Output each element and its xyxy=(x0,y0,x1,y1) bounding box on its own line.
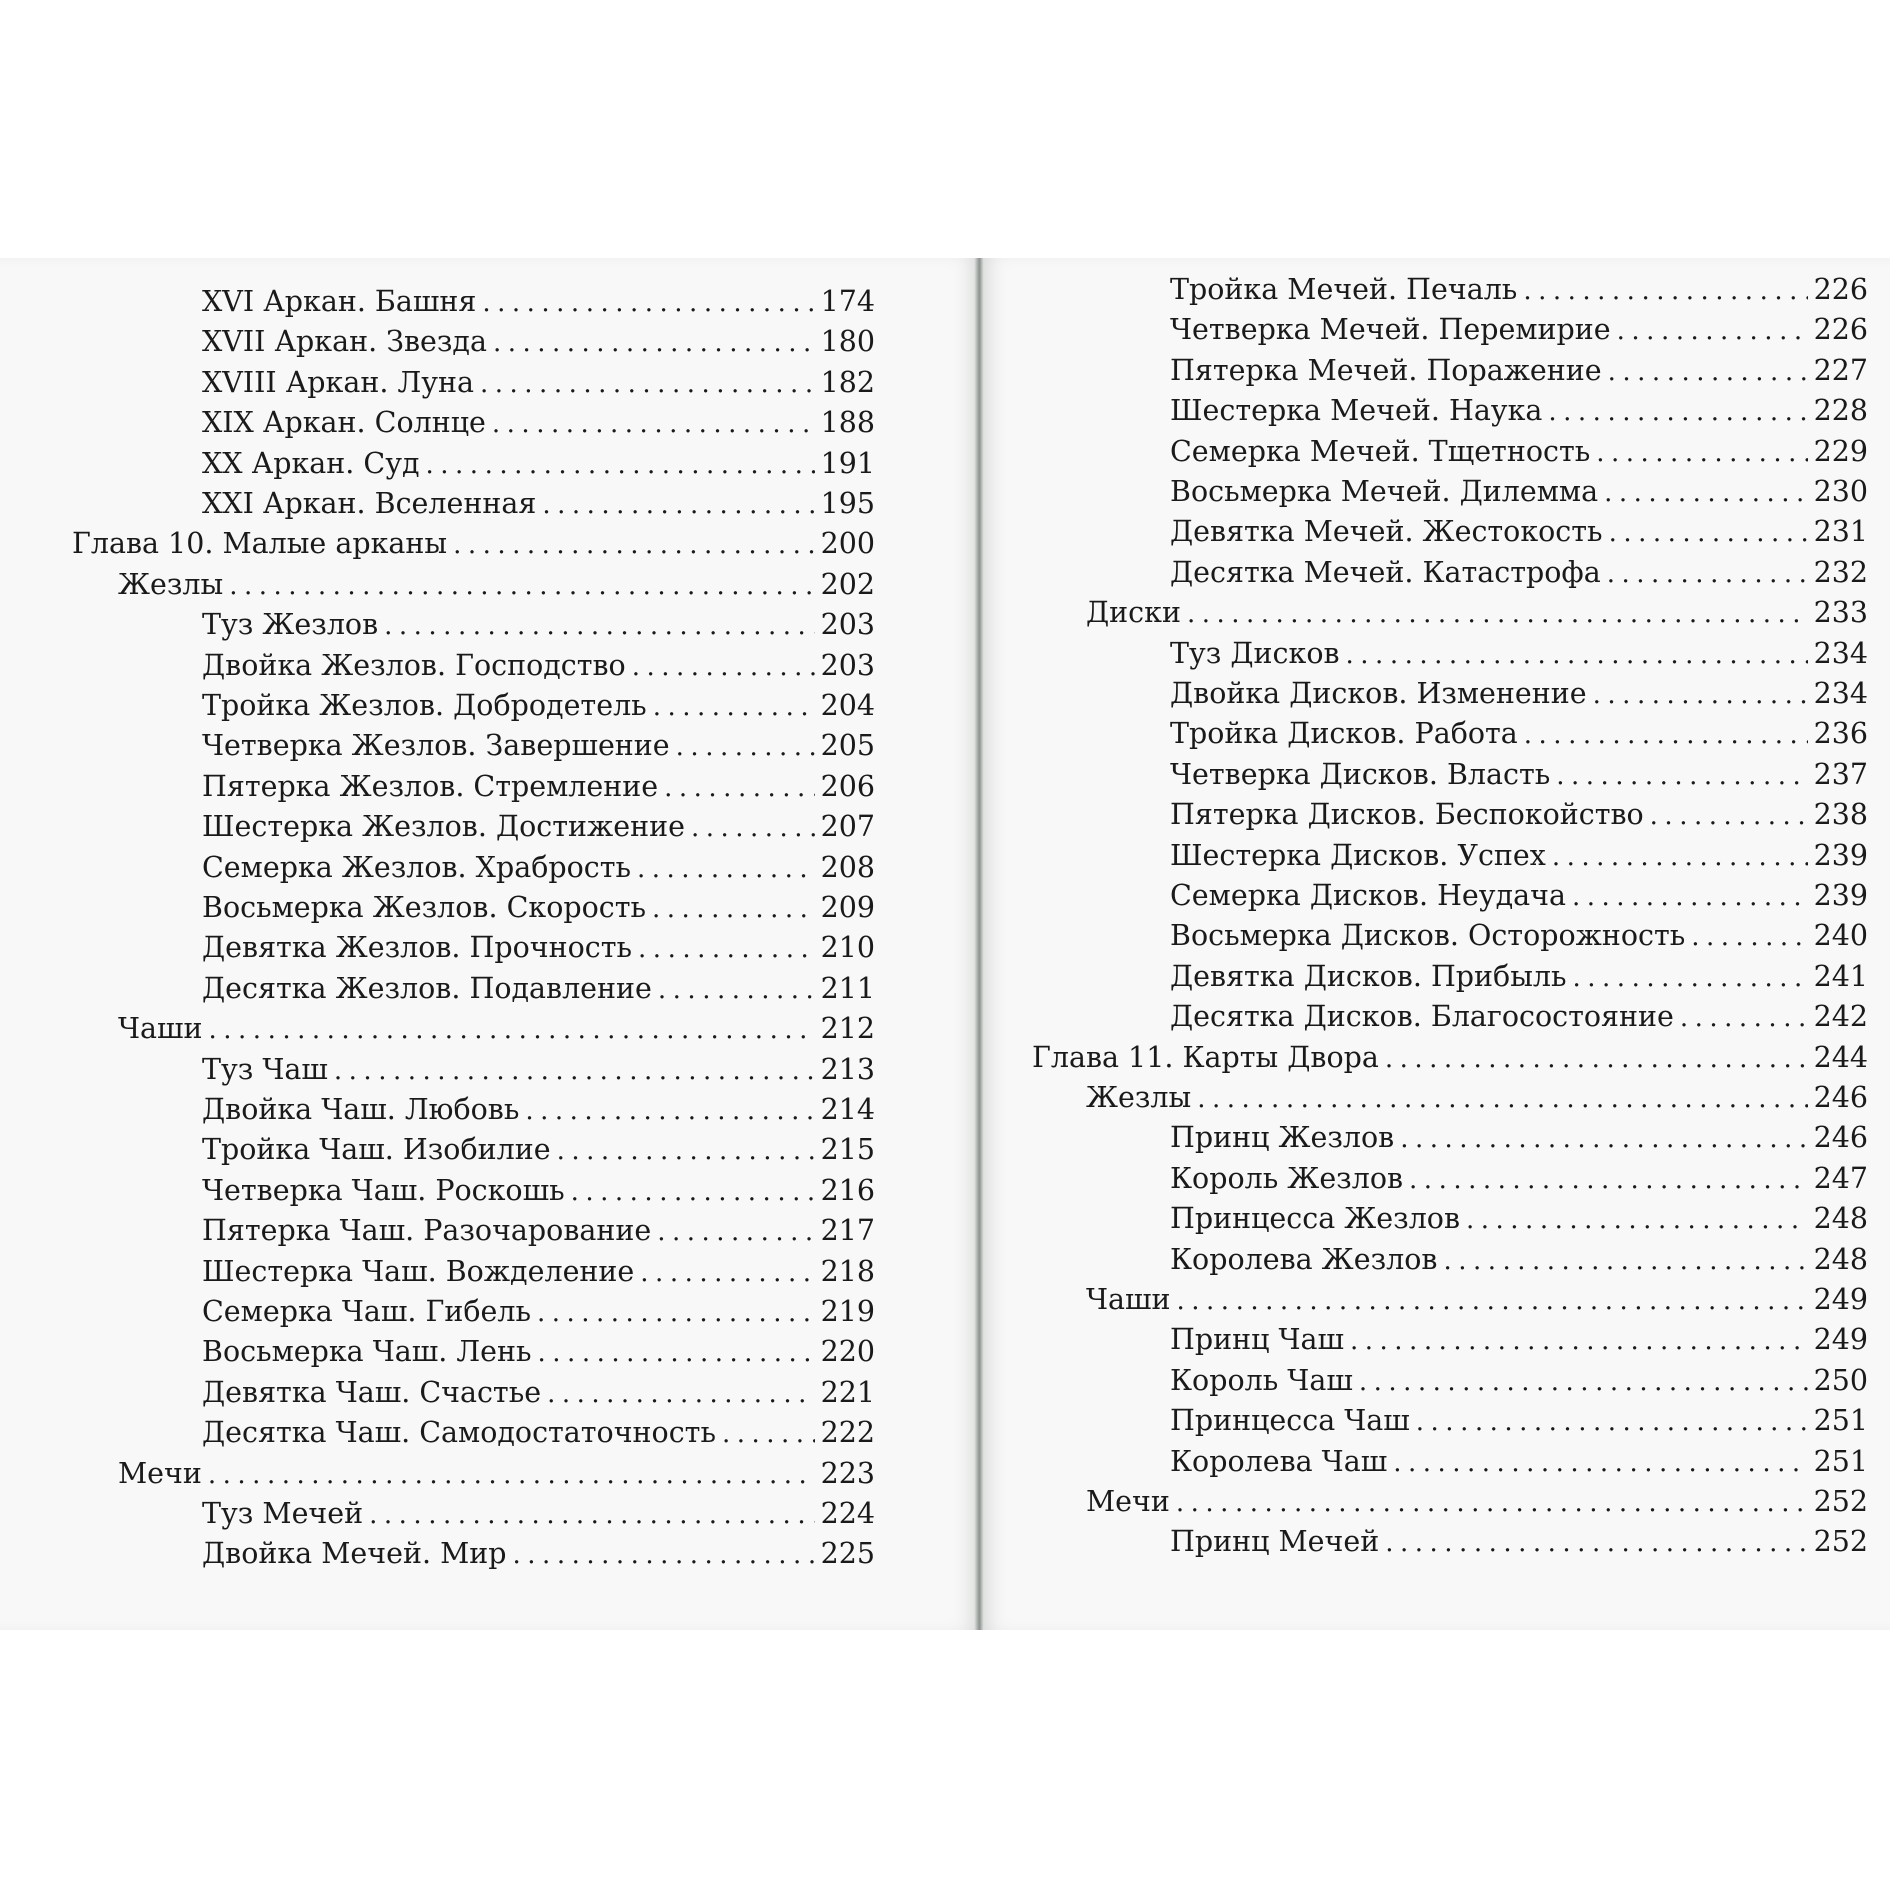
toc-entry-title: Семерка Чаш. Гибель xyxy=(202,1295,531,1328)
dot-leader xyxy=(480,364,815,404)
dot-leader xyxy=(513,1535,815,1575)
toc-entry xyxy=(202,848,875,889)
toc-entry-page: 188 xyxy=(820,406,875,440)
dot-leader xyxy=(1197,1079,1807,1119)
toc-entry-title: Мечи xyxy=(118,1456,202,1490)
toc-entry-page: 251 xyxy=(1813,1444,1868,1478)
toc-entry-page: 236 xyxy=(1813,717,1868,751)
toc-entry-title: Королева Чаш xyxy=(1170,1444,1388,1478)
toc-entry xyxy=(1170,1442,1868,1483)
toc-entry-page: 246 xyxy=(1813,1121,1868,1155)
toc-entry-page: 225 xyxy=(820,1537,875,1571)
toc-entry-title: XXI Аркан. Вселенная xyxy=(202,487,537,520)
toc-entry-page: 200 xyxy=(820,527,875,561)
toc-entry xyxy=(1170,795,1868,836)
toc-entry xyxy=(202,807,875,848)
toc-entry xyxy=(202,1292,875,1333)
toc-entry-page: 219 xyxy=(820,1295,875,1328)
dot-leader xyxy=(1385,1039,1808,1079)
toc-entry xyxy=(1170,634,1868,675)
toc-entry-title: Королева Жезлов xyxy=(1170,1242,1438,1276)
toc-entry xyxy=(202,363,875,404)
toc-entry-page: 233 xyxy=(1813,596,1868,630)
toc-entry xyxy=(202,1373,875,1414)
toc-entry-title: XVII Аркан. Звезда xyxy=(202,325,487,359)
toc-entry-title: Девятка Мечей. Жестокость xyxy=(1170,515,1603,549)
toc-entry xyxy=(202,767,875,808)
toc-entry xyxy=(202,646,875,687)
dot-leader xyxy=(676,727,815,767)
dot-leader xyxy=(229,566,814,606)
toc-entry-title: Мечи xyxy=(1086,1485,1170,1518)
dot-leader xyxy=(1604,473,1808,513)
toc-entry xyxy=(1086,1078,1868,1119)
dot-leader xyxy=(1680,998,1808,1038)
toc-entry xyxy=(1170,351,1868,392)
toc-entry-page: 213 xyxy=(820,1052,875,1086)
toc-entry-page: 204 xyxy=(820,689,875,722)
toc-entry xyxy=(202,1252,875,1293)
toc-entry-title: Пятерка Дисков. Беспокойство xyxy=(1170,798,1644,832)
dot-leader xyxy=(369,1495,814,1535)
toc-entry-title: Чаши xyxy=(118,1012,203,1046)
toc-entry xyxy=(1170,1401,1868,1442)
toc-entry-page: 240 xyxy=(1813,919,1868,953)
toc-entry-page: 227 xyxy=(1813,353,1868,387)
toc-entry xyxy=(202,1171,875,1212)
toc-entry-page: 191 xyxy=(820,446,875,480)
toc-entry-title: Восьмерка Дисков. Осторожность xyxy=(1170,919,1686,953)
toc-entry-title: Король Жезлов xyxy=(1170,1161,1404,1195)
toc-entry-title: Восьмерка Жезлов. Скорость xyxy=(202,891,647,924)
toc-entry-page: 206 xyxy=(820,769,875,803)
toc-entry-page: 210 xyxy=(820,931,875,965)
dot-leader xyxy=(1350,1321,1808,1361)
toc-entry xyxy=(1086,1280,1868,1321)
toc-entry-title: Диски xyxy=(1086,596,1181,630)
toc-entry-page: 203 xyxy=(820,648,875,682)
toc-entry-title: Четверка Жезлов. Завершение xyxy=(202,729,670,763)
toc-entry-title: Глава 10. Малые арканы xyxy=(72,527,448,561)
dot-leader xyxy=(1400,1119,1807,1159)
toc-entry-title: Туз Мечей xyxy=(202,1497,364,1530)
toc-entry-page: 182 xyxy=(820,365,875,399)
toc-entry xyxy=(1086,593,1868,634)
dot-leader xyxy=(1385,1523,1807,1563)
toc-entry-page: 180 xyxy=(820,325,875,359)
dot-leader xyxy=(1552,837,1808,877)
toc-entry xyxy=(1170,391,1868,432)
toc-entry xyxy=(202,1494,875,1535)
dot-leader xyxy=(1609,513,1808,553)
toc-entry xyxy=(1170,553,1868,594)
toc-entry xyxy=(1170,876,1868,917)
dot-leader xyxy=(691,808,815,848)
toc-entry-page: 216 xyxy=(820,1173,875,1207)
toc-entry xyxy=(1170,512,1868,553)
toc-entry xyxy=(202,403,875,444)
dot-leader xyxy=(632,647,815,687)
toc-entry-page: 244 xyxy=(1813,1040,1868,1074)
toc-entry-page: 247 xyxy=(1813,1161,1868,1195)
toc-entry-title: Король Чаш xyxy=(1170,1363,1353,1397)
toc-entry xyxy=(1170,472,1868,513)
toc-entry-page: 209 xyxy=(820,891,875,924)
dot-leader xyxy=(1556,756,1807,796)
toc-entry-title: Тройка Жезлов. Добродетель xyxy=(202,689,647,722)
toc-entry xyxy=(1170,674,1868,715)
toc-entry xyxy=(202,1050,875,1091)
toc-entry-page: 202 xyxy=(820,567,875,601)
toc-entry-page: 230 xyxy=(1813,475,1868,508)
toc-entry-title: XIX Аркан. Солнце xyxy=(202,406,486,440)
toc-entry-title: Шестерка Дисков. Успех xyxy=(1170,838,1546,872)
dot-leader xyxy=(640,1253,814,1293)
toc-entry-page: 218 xyxy=(820,1254,875,1288)
toc-entry-title: Тройка Мечей. Печаль xyxy=(1170,273,1518,306)
toc-entry-page: 212 xyxy=(820,1012,875,1046)
toc-entry-title: Туз Жезлов xyxy=(202,608,379,642)
toc-entry xyxy=(202,969,875,1010)
toc-entry-page: 221 xyxy=(820,1375,875,1409)
dot-leader xyxy=(1593,675,1808,715)
toc-entry-title: Пятерка Мечей. Поражение xyxy=(1170,353,1602,387)
toc-entry xyxy=(118,1009,875,1050)
toc-entry-page: 232 xyxy=(1813,555,1868,589)
dot-leader xyxy=(1572,877,1808,917)
toc-entry-title: Принц Чаш xyxy=(1170,1323,1344,1357)
toc-entry-title: Семерка Дисков. Неудача xyxy=(1170,879,1566,912)
dot-leader xyxy=(557,1131,815,1171)
dot-leader xyxy=(1691,917,1807,957)
left-toc xyxy=(0,258,980,1630)
dot-leader xyxy=(1393,1443,1807,1483)
toc-entry xyxy=(202,322,875,363)
dot-leader xyxy=(1416,1402,1808,1442)
toc-entry-title: Чаши xyxy=(1086,1283,1171,1316)
toc-entry-page: 207 xyxy=(820,810,875,844)
toc-entry-page: 223 xyxy=(820,1456,875,1490)
toc-entry-title: Шестерка Жезлов. Достижение xyxy=(202,810,685,844)
dot-leader xyxy=(571,1172,815,1212)
toc-entry-title: Девятка Дисков. Прибыль xyxy=(1170,959,1567,993)
toc-entry xyxy=(202,686,875,727)
toc-entry-title: Семерка Мечей. Тщетность xyxy=(1170,434,1591,468)
dot-leader xyxy=(1596,433,1807,473)
toc-entry-page: 217 xyxy=(820,1214,875,1248)
book-gutter xyxy=(974,258,984,1630)
toc-entry xyxy=(1170,1320,1868,1361)
toc-entry-title: Туз Чаш xyxy=(202,1052,328,1086)
toc-entry-title: Двойка Мечей. Мир xyxy=(202,1537,507,1571)
toc-entry xyxy=(1170,916,1868,957)
toc-entry xyxy=(1170,1522,1868,1563)
toc-entry-page: 249 xyxy=(1813,1323,1868,1357)
toc-entry-title: Тройка Дисков. Работа xyxy=(1170,717,1518,751)
toc-entry xyxy=(1032,1038,1868,1079)
toc-entry-page: 251 xyxy=(1813,1404,1868,1438)
toc-entry-page: 234 xyxy=(1813,677,1868,710)
dot-leader xyxy=(1608,352,1808,392)
toc-entry xyxy=(1170,432,1868,473)
toc-entry-page: 226 xyxy=(1813,273,1868,306)
toc-entry-page: 226 xyxy=(1813,313,1868,347)
toc-entry xyxy=(202,282,875,323)
toc-entry-page: 237 xyxy=(1813,757,1868,791)
toc-entry-page: 205 xyxy=(820,729,875,763)
dot-leader xyxy=(384,606,814,646)
toc-entry xyxy=(202,1413,875,1454)
dot-leader xyxy=(638,929,815,969)
toc-entry xyxy=(1170,997,1868,1038)
toc-entry-title: Шестерка Чаш. Вожделение xyxy=(202,1254,635,1288)
toc-entry xyxy=(202,928,875,969)
toc-entry xyxy=(202,1534,875,1575)
toc-entry-page: 224 xyxy=(820,1497,875,1530)
dot-leader xyxy=(1443,1241,1807,1281)
toc-entry xyxy=(202,1332,875,1373)
toc-entry-title: Тройка Чаш. Изобилие xyxy=(202,1133,551,1167)
toc-entry xyxy=(1170,714,1868,755)
toc-entry-title: Принц Жезлов xyxy=(1170,1121,1395,1155)
toc-entry-page: 203 xyxy=(820,608,875,642)
dot-leader xyxy=(538,1333,815,1373)
toc-entry-title: XVIII Аркан. Луна xyxy=(202,365,474,399)
toc-entry xyxy=(1086,1482,1868,1523)
toc-entry-title: Двойка Чаш. Любовь xyxy=(202,1093,520,1126)
toc-entry-title: Четверка Мечей. Перемирие xyxy=(1170,313,1611,347)
toc-entry-page: 250 xyxy=(1813,1363,1868,1397)
dot-leader xyxy=(547,1374,815,1414)
toc-entry-title: Восьмерка Чаш. Лень xyxy=(202,1335,532,1369)
toc-entry xyxy=(1170,270,1868,311)
right-toc xyxy=(980,258,1890,1630)
toc-entry-title: Восьмерка Мечей. Дилемма xyxy=(1170,475,1599,508)
dot-leader xyxy=(1548,392,1807,432)
dot-leader xyxy=(637,849,815,889)
toc-entry-page: 222 xyxy=(820,1416,875,1450)
dot-leader xyxy=(453,525,815,565)
dot-leader xyxy=(1573,958,1808,998)
toc-entry xyxy=(1170,1240,1868,1281)
toc-entry-page: 238 xyxy=(1813,798,1868,832)
toc-entry-title: Принц Мечей xyxy=(1170,1525,1380,1559)
left-page xyxy=(0,258,980,1630)
toc-entry xyxy=(202,1090,875,1131)
toc-entry-page: 228 xyxy=(1813,394,1868,428)
toc-entry-page: 246 xyxy=(1813,1081,1868,1114)
toc-entry-title: Двойка Жезлов. Господство xyxy=(202,648,626,682)
toc-entry xyxy=(1170,1159,1868,1200)
toc-entry-page: 234 xyxy=(1813,636,1868,670)
dot-leader xyxy=(1177,1281,1808,1321)
toc-entry-title: Десятка Дисков. Благосостояние xyxy=(1170,1000,1674,1034)
dot-leader xyxy=(482,283,814,323)
toc-entry-title: Жезлы xyxy=(118,567,224,601)
toc-entry-page: 242 xyxy=(1813,1000,1868,1034)
right-page xyxy=(980,258,1890,1630)
dot-leader xyxy=(208,1455,815,1495)
toc-entry-page: 239 xyxy=(1813,838,1868,872)
dot-leader xyxy=(492,404,815,444)
dot-leader xyxy=(1346,635,1808,675)
dot-leader xyxy=(542,485,814,525)
toc-entry-page: 211 xyxy=(820,971,875,1005)
dot-leader xyxy=(493,323,815,363)
toc-entry-title: Глава 11. Карты Двора xyxy=(1032,1040,1379,1074)
toc-entry xyxy=(118,565,875,606)
toc-entry-page: 208 xyxy=(820,850,875,884)
toc-entry-page: 239 xyxy=(1813,879,1868,912)
toc-entry-title: Девятка Чаш. Счастье xyxy=(202,1375,542,1409)
toc-entry xyxy=(1170,957,1868,998)
toc-entry-title: Пятерка Чаш. Разочарование xyxy=(202,1214,652,1248)
toc-entry xyxy=(202,444,875,485)
dot-leader xyxy=(657,1212,814,1252)
dot-leader xyxy=(334,1051,815,1091)
dot-leader xyxy=(209,1010,815,1050)
toc-entry xyxy=(1170,1199,1868,1240)
dot-leader xyxy=(1359,1362,1808,1402)
toc-entry-page: 248 xyxy=(1813,1202,1868,1236)
dot-leader xyxy=(652,889,815,929)
toc-entry-page: 195 xyxy=(820,487,875,520)
toc-entry-title: Десятка Мечей. Катастрофа xyxy=(1170,555,1601,589)
toc-entry xyxy=(1170,836,1868,877)
dot-leader xyxy=(1409,1160,1808,1200)
dot-leader xyxy=(658,970,815,1010)
toc-entry-title: Четверка Дисков. Власть xyxy=(1170,757,1551,791)
dot-leader xyxy=(1650,796,1808,836)
toc-entry-page: 220 xyxy=(820,1335,875,1369)
toc-entry-title: Туз Дисков xyxy=(1170,636,1340,670)
toc-entry-title: Четверка Чаш. Роскошь xyxy=(202,1173,565,1207)
toc-entry-title: Пятерка Жезлов. Стремление xyxy=(202,769,659,803)
toc-entry-title: Семерка Жезлов. Храбрость xyxy=(202,850,632,884)
toc-entry xyxy=(1170,1118,1868,1159)
toc-entry-page: 231 xyxy=(1813,515,1868,549)
dot-leader xyxy=(1466,1200,1808,1240)
toc-entry-page: 174 xyxy=(820,285,875,318)
dot-leader xyxy=(1524,715,1808,755)
toc-entry xyxy=(118,1454,875,1495)
toc-entry-title: Десятка Жезлов. Подавление xyxy=(202,971,652,1005)
toc-entry-title: Двойка Дисков. Изменение xyxy=(1170,677,1587,710)
toc-entry xyxy=(72,524,875,565)
toc-entry-page: 249 xyxy=(1813,1283,1868,1316)
dot-leader xyxy=(1617,311,1808,351)
dot-leader xyxy=(1607,554,1808,594)
dot-leader xyxy=(722,1414,815,1454)
dot-leader xyxy=(1176,1483,1808,1523)
toc-entry xyxy=(202,484,875,525)
dot-leader xyxy=(653,687,815,727)
toc-entry-title: Принцесса Чаш xyxy=(1170,1404,1410,1438)
toc-entry-title: Жезлы xyxy=(1086,1081,1192,1114)
toc-entry-page: 229 xyxy=(1813,434,1868,468)
dot-leader xyxy=(1187,594,1808,634)
dot-leader xyxy=(525,1091,814,1131)
dot-leader xyxy=(426,445,815,485)
toc-entry-page: 241 xyxy=(1813,959,1868,993)
toc-entry xyxy=(202,888,875,929)
toc-entry-page: 215 xyxy=(820,1133,875,1167)
toc-entry xyxy=(202,1211,875,1252)
toc-entry-title: Принцесса Жезлов xyxy=(1170,1202,1460,1236)
toc-entry-title: XVI Аркан. Башня xyxy=(202,285,477,318)
toc-entry xyxy=(202,605,875,646)
toc-entry xyxy=(1170,310,1868,351)
toc-entry xyxy=(202,726,875,767)
dot-leader xyxy=(1523,271,1807,311)
open-book xyxy=(0,258,1890,1630)
toc-entry-page: 248 xyxy=(1813,1242,1868,1276)
toc-entry-title: XX Аркан. Суд xyxy=(202,446,420,480)
toc-entry-title: Девятка Жезлов. Прочность xyxy=(202,931,633,965)
toc-entry-page: 214 xyxy=(820,1093,875,1126)
dot-leader xyxy=(664,768,814,808)
toc-entry xyxy=(1170,755,1868,796)
toc-entry-page: 252 xyxy=(1813,1485,1868,1518)
toc-entry-title: Шестерка Мечей. Наука xyxy=(1170,394,1543,428)
toc-entry xyxy=(1170,1361,1868,1402)
toc-entry-title: Десятка Чаш. Самодостаточность xyxy=(202,1416,716,1450)
dot-leader xyxy=(537,1293,815,1333)
toc-entry-page: 252 xyxy=(1813,1525,1868,1559)
toc-entry xyxy=(202,1130,875,1171)
